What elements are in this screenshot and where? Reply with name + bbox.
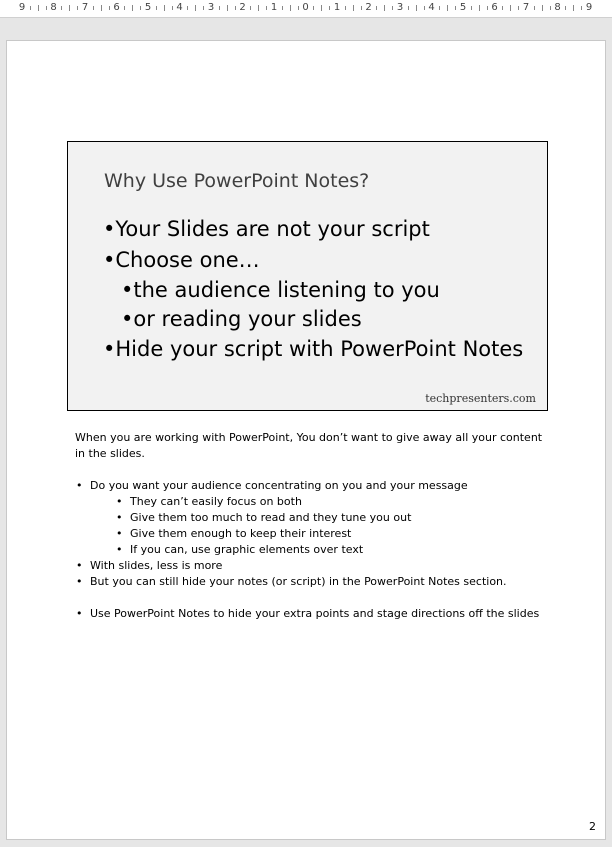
ruler-tick bbox=[534, 6, 535, 10]
ruler-number: 1 bbox=[270, 2, 278, 13]
ruler-tick bbox=[416, 5, 417, 11]
ruler-tick bbox=[187, 6, 188, 10]
ruler-number: 9 bbox=[18, 2, 26, 13]
ruler-tick bbox=[439, 6, 440, 10]
notes-sub-item: • Give them enough to keep their interest bbox=[75, 526, 545, 542]
notes-item: • Use PowerPoint Notes to hide your extra points and stage directions off the slides bbox=[75, 606, 545, 622]
notes-spacer bbox=[75, 590, 545, 606]
ruler-tick bbox=[329, 6, 330, 10]
notes-sub-item: • Give them too much to read and they tune you out bbox=[75, 510, 545, 526]
ruler-tick bbox=[282, 6, 283, 10]
ruler-tick bbox=[479, 5, 480, 11]
ruler-tick bbox=[550, 6, 551, 10]
slide-title: Why Use PowerPoint Notes? bbox=[104, 170, 370, 192]
ruler-tick bbox=[542, 5, 543, 11]
ruler-tick bbox=[30, 6, 31, 10]
ruler-tick bbox=[581, 6, 582, 10]
ruler-number: 2 bbox=[239, 2, 246, 13]
ruler-number: 3 bbox=[396, 2, 404, 13]
slide-thumbnail[interactable] bbox=[67, 141, 548, 411]
notes-item: • Do you want your audience concentrating on you and your message bbox=[75, 478, 545, 494]
horizontal-ruler[interactable] bbox=[0, 0, 612, 18]
notes-item: • But you can still hide your notes (or script) in the PowerPoint Notes section. bbox=[75, 574, 545, 590]
ruler-tick bbox=[424, 6, 425, 10]
slide-bullet: •Choose one… bbox=[103, 248, 260, 272]
ruler-tick bbox=[471, 6, 472, 10]
ruler-number: 5 bbox=[144, 2, 152, 13]
ruler-tick bbox=[258, 5, 259, 11]
ruler-tick bbox=[510, 5, 511, 11]
ruler-tick bbox=[101, 5, 102, 11]
ruler-tick bbox=[298, 6, 299, 10]
notes-sub-item: • If you can, use graphic elements over text bbox=[75, 542, 545, 558]
notes-intro: When you are working with PowerPoint, You don’t want to give away all your content in the slides. bbox=[75, 431, 543, 460]
ruler-tick bbox=[384, 5, 385, 11]
ruler-tick bbox=[408, 6, 409, 10]
ruler-tick bbox=[376, 6, 377, 10]
ruler-number: 8 bbox=[50, 2, 57, 13]
ruler-number: 7 bbox=[81, 2, 89, 13]
ruler-tick bbox=[132, 5, 133, 11]
notes-item: • With slides, less is more bbox=[75, 558, 545, 574]
ruler-number: 5 bbox=[459, 2, 467, 13]
ruler-tick bbox=[502, 6, 503, 10]
ruler-number: 1 bbox=[333, 2, 341, 13]
slide-sub-bullet: •or reading your slides bbox=[121, 307, 362, 331]
ruler-tick bbox=[164, 5, 165, 11]
notes-sub-item: • They can’t easily focus on both bbox=[75, 494, 545, 510]
notes-page bbox=[6, 40, 606, 840]
ruler-tick bbox=[290, 5, 291, 11]
page-number: 2 bbox=[589, 820, 596, 833]
ruler-tick bbox=[46, 6, 47, 10]
slide-credit: techpresenters.com bbox=[425, 392, 536, 405]
ruler-tick bbox=[250, 6, 251, 10]
ruler-number: 6 bbox=[491, 2, 498, 13]
ruler-tick bbox=[227, 5, 228, 11]
ruler-tick bbox=[77, 6, 78, 10]
ruler-tick bbox=[203, 6, 204, 10]
slide-bullet-list bbox=[103, 214, 523, 365]
notes-text-area[interactable] bbox=[75, 430, 545, 622]
ruler-tick bbox=[195, 5, 196, 11]
ruler-tick bbox=[156, 6, 157, 10]
ruler-tick bbox=[573, 5, 574, 11]
slide-bullet: •Hide your script with PowerPoint Notes bbox=[103, 337, 524, 361]
ruler-tick bbox=[518, 6, 519, 10]
ruler-number: 7 bbox=[522, 2, 530, 13]
ruler-number: 4 bbox=[428, 2, 435, 13]
ruler-tick bbox=[345, 6, 346, 10]
ruler-tick bbox=[124, 6, 125, 10]
notes-bullet-list bbox=[75, 478, 545, 622]
ruler-tick bbox=[61, 6, 62, 10]
ruler-tick bbox=[392, 6, 393, 10]
ruler-tick bbox=[353, 5, 354, 11]
ruler-number: 4 bbox=[176, 2, 183, 13]
ruler-tick bbox=[313, 6, 314, 10]
ruler-tick bbox=[487, 6, 488, 10]
ruler-tick bbox=[266, 6, 267, 10]
ruler-tick bbox=[447, 5, 448, 11]
ruler-number: 6 bbox=[113, 2, 120, 13]
ruler-tick bbox=[235, 6, 236, 10]
ruler-tick bbox=[321, 5, 322, 11]
ruler-tick bbox=[38, 5, 39, 11]
ruler-number: 8 bbox=[554, 2, 561, 13]
ruler-tick bbox=[172, 6, 173, 10]
slide-sub-bullet: •the audience listening to you bbox=[121, 278, 440, 302]
ruler-tick bbox=[69, 5, 70, 11]
ruler-tick bbox=[109, 6, 110, 10]
ruler-tick bbox=[565, 6, 566, 10]
ruler-tick bbox=[140, 6, 141, 10]
ruler-tick bbox=[455, 6, 456, 10]
ruler-tick bbox=[93, 6, 94, 10]
ruler-number: 0 bbox=[302, 2, 309, 13]
ruler-number: 2 bbox=[365, 2, 372, 13]
slide-bullet: •Your Slides are not your script bbox=[103, 217, 430, 241]
ruler-number: 3 bbox=[207, 2, 215, 13]
ruler-number: 9 bbox=[585, 2, 593, 13]
ruler-tick bbox=[219, 6, 220, 10]
ruler-tick bbox=[361, 6, 362, 10]
